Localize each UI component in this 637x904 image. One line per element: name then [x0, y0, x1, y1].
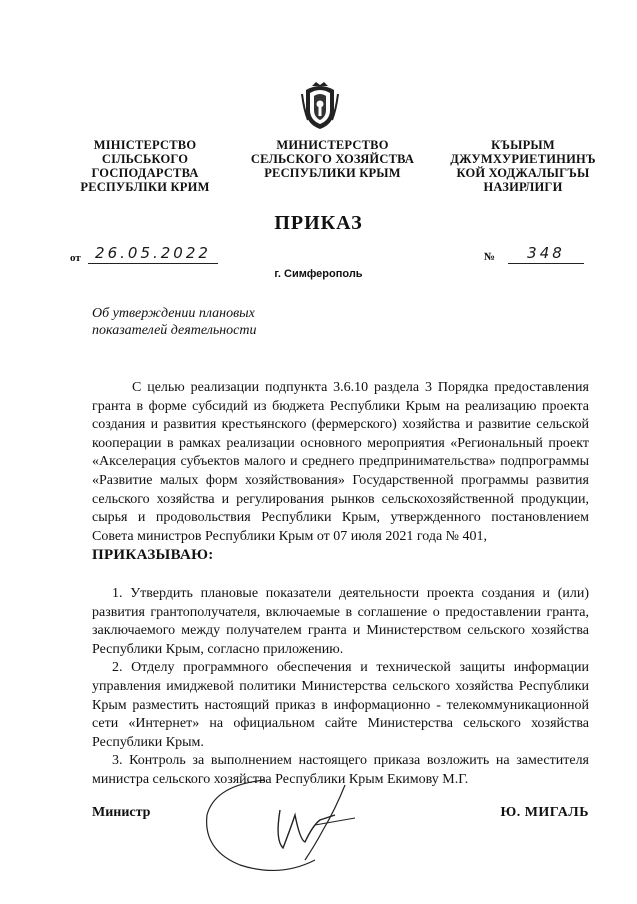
header-line: СЕЛЬСКОГО ХОЗЯЙСТВА	[250, 152, 415, 166]
handwritten-signature-icon	[195, 770, 365, 880]
subject-line: Об утверждении плановых	[92, 306, 255, 321]
order-item: 1. Утвердить плановые показатели деятельности проекта создания и (или) развития грантополучателя, включаемые в соглашение о предоставлении гранта, заключаемого между получателем гранта и Министерством сельского хозяйства Республики Крым, согласно приложению.	[92, 586, 589, 657]
header-line: КОЙ ХОДЖАЛЫГЪЫ	[456, 166, 590, 180]
date-label: от	[70, 252, 81, 264]
number-label: №	[484, 251, 496, 263]
header-line: ДЖУМХУРИЕТИНИНЪ	[450, 152, 596, 166]
document-title: ПРИКАЗ	[274, 212, 363, 234]
date-number-row	[70, 244, 590, 268]
header-line: НАЗИРЛИГИ	[483, 180, 563, 194]
order-item: 2. Отделу программного обеспечения и технической защиты информации управления имиджевой политики Министерства сельского хозяйства Республики Крым разместить настоящий приказ в информационно - телекоммуникационной сети «Интернет» на официальном сайте Министерства сельского хозяйства Республики Крым.	[92, 660, 589, 750]
order-items	[92, 585, 589, 790]
header-line: МИНИСТЕРСТВО	[276, 138, 389, 152]
signatory-role: Министр	[92, 805, 151, 820]
preamble-paragraph: С целью реализации подпункта 3.6.10 раздела 3 Порядка предоставления гранта в форме субсидий из бюджета Республики Крым на реализацию проекта создания и развития крестьянского (фермерского) хозяйства и развитие сельской кооперации в рамках реализации основного мероприятия «Региональный проект «Акселерация субъектов малого и среднего предпринимательства» подпрограммы «Развитие малых форм хозяйствования» Государственной программы развития сельского хозяйства и регулирования рынков сельскохозяйственной продукции, сырья и продовольствия Республики Крым, утвержденного постановлением Совета министров Республики Крым от 07 июля 2021 года № 401,	[92, 380, 589, 544]
number-underline	[508, 263, 584, 264]
subject-line: показателей деятельности	[92, 323, 257, 338]
header-line: КЪЫРЫМ	[491, 138, 555, 152]
header-ukrainian	[70, 138, 220, 194]
header-line: СІЛЬСЬКОГО	[101, 152, 189, 166]
city-line: г. Симферополь	[274, 268, 363, 280]
header-line: РЕСПУБЛИКИ КРЫМ	[264, 166, 401, 180]
order-subject	[92, 305, 312, 339]
number-value: 348	[527, 244, 565, 262]
header-line: МІНІСТЕРСТВО	[93, 138, 197, 152]
header-line: РЕСПУБЛІКИ КРИМ	[80, 180, 210, 194]
header-russian	[235, 138, 430, 180]
header-crimean-tatar	[438, 138, 608, 194]
date-underline	[88, 263, 218, 264]
order-item: 3. Контроль за выполнением настоящего приказа возложить на заместителя министра сельского хозяйства Республики Крым Екимову М.Г.	[92, 753, 589, 787]
header-line: ГОСПОДАРСТВА	[91, 166, 199, 180]
signatory-name: Ю. МИГАЛЬ	[500, 805, 589, 820]
date-value: 26.05.2022	[95, 244, 211, 262]
decree-heading: ПРИКАЗЫВАЮ:	[92, 547, 214, 563]
crimea-coat-of-arms-icon	[300, 80, 340, 130]
